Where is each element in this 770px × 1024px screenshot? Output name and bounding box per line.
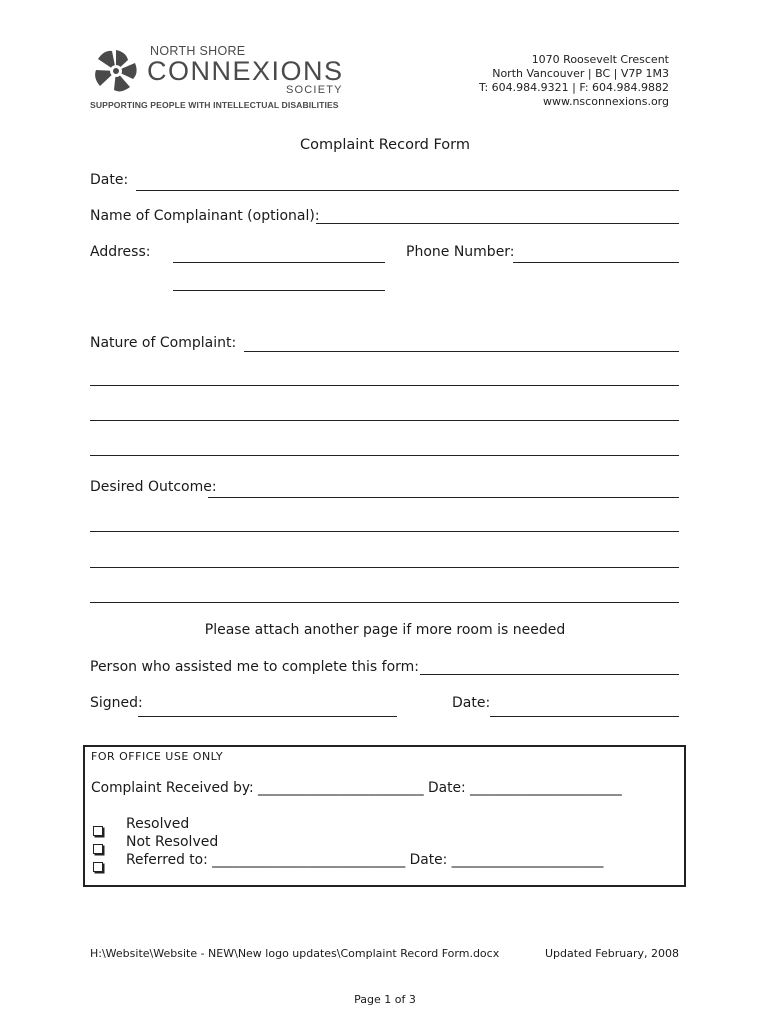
organization-logo — [90, 44, 345, 112]
attach-page-note: Please attach another page if more room is needed — [204, 622, 566, 638]
page-number: Page 1 of 3 — [354, 993, 416, 1006]
address-city: North Vancouver | BC | V7P 1M3 — [492, 67, 669, 80]
referred-to-field[interactable]: Referred to: ____________________________ Date: ______________________ — [126, 852, 604, 868]
not-resolved-option[interactable] — [93, 838, 103, 857]
logo-tagline: SUPPORTING PEOPLE WITH INTELLECTUAL DISABILITIES — [90, 100, 339, 110]
referred-to-option[interactable] — [93, 856, 103, 875]
address-label: Address: — [90, 244, 151, 260]
desired-outcome-field-line-3[interactable] — [90, 567, 679, 568]
address-website: www.nsconnexions.org — [542, 95, 669, 108]
logo-line-society: SOCIETY — [286, 84, 343, 96]
referred-to-checkbox[interactable] — [93, 862, 103, 872]
nature-of-complaint-label: Nature of Complaint: — [90, 335, 237, 351]
assisted-by-field[interactable] — [420, 674, 679, 675]
document-file-path: H:\Website\Website - NEW\New logo updates\Complaint Record Form.docx — [90, 947, 500, 960]
signature-field[interactable] — [138, 716, 397, 717]
nature-of-complaint-field-line-3[interactable] — [90, 420, 679, 421]
not-resolved-checkbox[interactable] — [93, 844, 103, 854]
date-field[interactable] — [136, 190, 679, 191]
desired-outcome-field-line-4[interactable] — [90, 602, 679, 603]
resolved-checkbox[interactable] — [93, 826, 103, 836]
office-use-box — [83, 745, 686, 887]
address-field-line-1[interactable] — [173, 262, 385, 263]
nature-of-complaint-field-line-2[interactable] — [90, 385, 679, 386]
address-block — [479, 53, 669, 109]
logo-line-north-shore: NORTH SHORE — [150, 44, 246, 58]
desired-outcome-label: Desired Outcome: — [90, 479, 217, 495]
signed-date-field[interactable] — [490, 716, 679, 717]
desired-outcome-field-line-2[interactable] — [90, 531, 679, 532]
nature-of-complaint-field-line-1[interactable] — [244, 351, 679, 352]
assisted-by-label: Person who assisted me to complete this form: — [90, 659, 420, 675]
office-use-heading: FOR OFFICE USE ONLY — [91, 750, 224, 763]
phone-number-field[interactable] — [513, 262, 679, 263]
complainant-name-field[interactable] — [316, 223, 679, 224]
not-resolved-label: Not Resolved — [126, 834, 219, 850]
complaint-received-by-field[interactable]: Complaint Received by: ________________________ Date: ______________________ — [91, 780, 622, 796]
signed-label: Signed: — [90, 695, 143, 711]
signed-date-label: Date: — [452, 695, 491, 711]
address-phone-fax: T: 604.984.9321 | F: 604.984.9882 — [478, 81, 669, 94]
resolved-label: Resolved — [126, 816, 190, 832]
nature-of-complaint-field-line-4[interactable] — [90, 455, 679, 456]
date-label: Date: — [90, 172, 129, 188]
phone-number-label: Phone Number: — [406, 244, 515, 260]
desired-outcome-field-line-1[interactable] — [208, 497, 679, 498]
logo-line-connexions: CONNEXIONS — [147, 56, 344, 86]
resolved-option[interactable] — [93, 820, 103, 839]
form-title: Complaint Record Form — [300, 137, 470, 153]
address-street: 1070 Roosevelt Crescent — [531, 53, 669, 66]
address-field-line-2[interactable] — [173, 290, 385, 291]
updated-date: Updated February, 2008 — [544, 947, 679, 960]
pinwheel-logo-icon — [90, 46, 142, 96]
complainant-name-label: Name of Complainant (optional): — [90, 208, 320, 224]
